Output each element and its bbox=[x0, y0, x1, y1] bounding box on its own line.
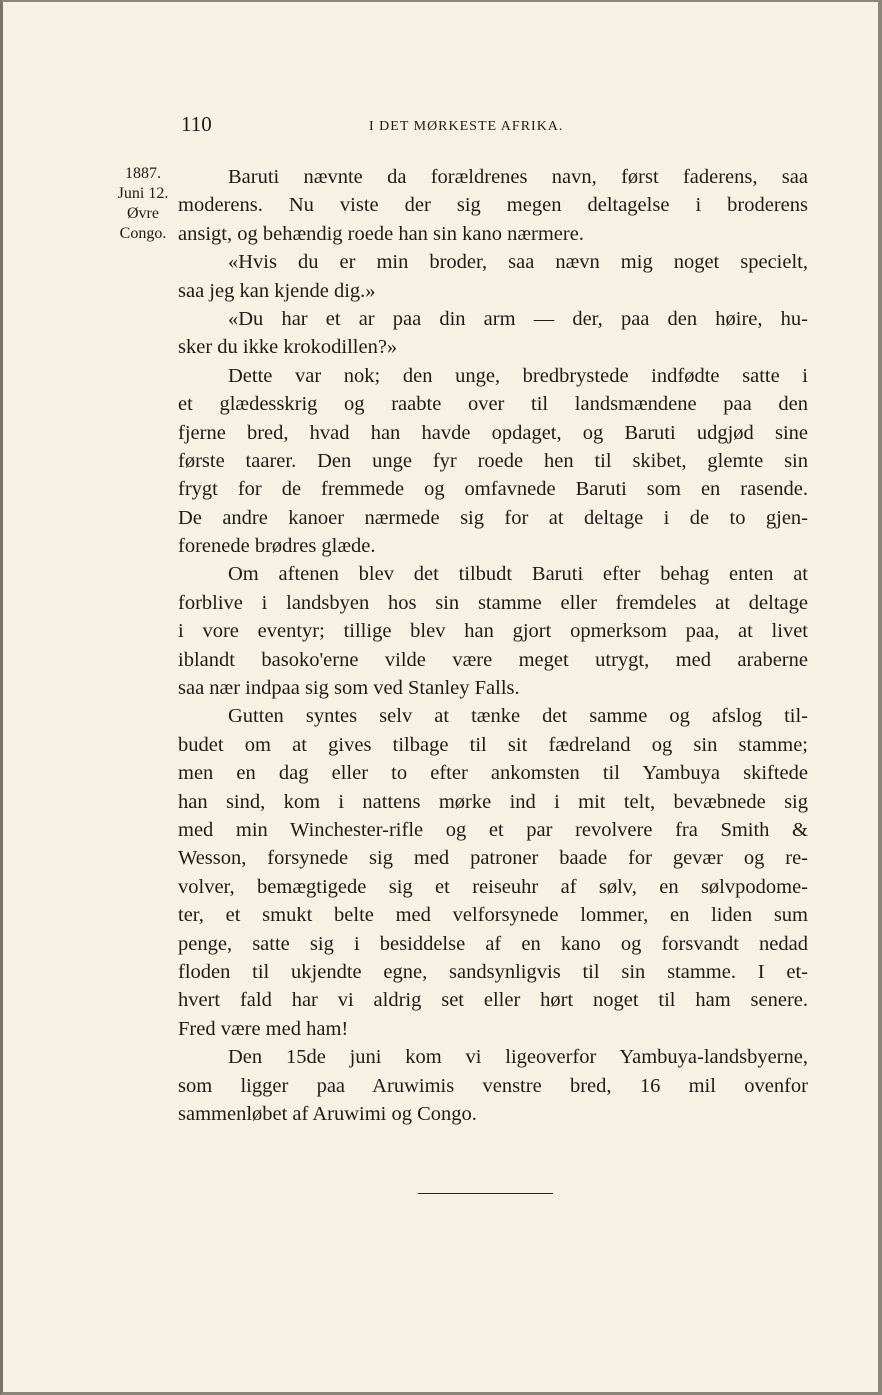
text-line: budet om at gives tilbage til sit fædreland og sin stamme; bbox=[178, 733, 808, 756]
closing-rule bbox=[418, 1193, 553, 1194]
page-number: 110 bbox=[181, 112, 212, 136]
running-title: I DET MØRKESTE AFRIKA. bbox=[369, 119, 564, 134]
text-line: forblive i landsbyen hos sin stamme eller fremdeles at deltage bbox=[178, 591, 808, 614]
text-line: i vore eventyr; tillige blev han gjort opmerksom paa, at livet bbox=[178, 620, 808, 643]
text-line: Gutten syntes selv at tænke det samme og afslog til- bbox=[228, 705, 808, 728]
text-line: floden til ukjendte egne, sandsynligvis til sin stamme. I et- bbox=[178, 960, 808, 983]
paragraph bbox=[178, 560, 808, 702]
text-line: med min Winchester-rifle og et par revolvere fra Smith & bbox=[178, 818, 808, 841]
text-line: «Hvis du er min broder, saa nævn mig noget specielt, bbox=[228, 251, 808, 274]
text-line: første taarer. Den unge fyr roede hen til skibet, glemte sin bbox=[178, 449, 808, 472]
text-line: volver, bemægtigede sig et reiseuhr af sølv, en sølvpodome- bbox=[178, 875, 808, 898]
text-line: frygt for de fremmede og omfavnede Baruti som en rasende. bbox=[178, 478, 808, 501]
text-line: et glædesskrig og raabte over til landsmændene paa den bbox=[178, 393, 808, 416]
paragraph bbox=[178, 1043, 808, 1128]
text-line: saa nær indpaa sig som ved Stanley Falls. bbox=[178, 677, 520, 700]
paragraph bbox=[178, 248, 808, 305]
margin-note-region: Øvre bbox=[127, 205, 159, 222]
paragraph bbox=[178, 305, 808, 362]
text-line: Dette var nok; den unge, bredbrystede indfødte satte i bbox=[228, 364, 808, 387]
margin-note bbox=[107, 164, 179, 244]
margin-note-date: Juni 12. bbox=[117, 185, 169, 202]
text-line: som ligger paa Aruwimis venstre bred, 16 mil ovenfor bbox=[178, 1074, 808, 1097]
margin-note-river: Congo. bbox=[119, 225, 167, 242]
text-line: De andre kanoer nærmede sig for at deltage i de to gjen- bbox=[178, 506, 808, 529]
paragraph bbox=[178, 362, 808, 561]
body-text bbox=[178, 163, 808, 1128]
text-line: iblandt basoko'erne vilde være meget utrygt, med araberne bbox=[178, 648, 808, 671]
paragraph bbox=[178, 163, 808, 248]
text-line: sker du ikke krokodillen?» bbox=[178, 336, 398, 359]
text-line: ansigt, og behændig roede han sin kano nærmere. bbox=[178, 222, 584, 245]
text-line: «Du har et ar paa din arm — der, paa den høire, hu- bbox=[228, 307, 808, 330]
text-line: han sind, kom i nattens mørke ind i mit telt, bevæbnede sig bbox=[178, 790, 808, 813]
text-line: penge, satte sig i besiddelse af en kano og forsvandt nedad bbox=[178, 932, 808, 955]
text-line: fjerne bred, hvad han havde opdaget, og Baruti udgjød sine bbox=[178, 421, 808, 444]
text-line: Baruti nævnte da forældrenes navn, først faderens, saa bbox=[228, 166, 808, 188]
text-line: Om aftenen blev det tilbudt Baruti efter behag enten at bbox=[228, 563, 808, 586]
text-line: men en dag eller to efter ankomsten til Yambuya skiftede bbox=[178, 762, 808, 785]
text-line: Wesson, forsynede sig med patroner baade for gevær og re- bbox=[178, 847, 808, 870]
text-line: moderens. Nu viste der sig megen deltagelse i broderens bbox=[178, 194, 808, 217]
page-header bbox=[181, 112, 801, 140]
margin-note-year: 1887. bbox=[125, 165, 161, 182]
paragraph bbox=[178, 702, 808, 1043]
text-line: Den 15de juni kom vi ligeoverfor Yambuya-landsbyerne, bbox=[228, 1046, 808, 1069]
text-line: saa jeg kan kjende dig.» bbox=[178, 279, 376, 302]
text-line: forenede brødres glæde. bbox=[178, 535, 376, 558]
text-line: Fred være med ham! bbox=[178, 1017, 349, 1040]
text-line: ter, et smukt belte med velforsynede lommer, en liden sum bbox=[178, 904, 808, 927]
text-line: sammenløbet af Aruwimi og Congo. bbox=[178, 1102, 477, 1125]
text-line: hvert fald har vi aldrig set eller hørt noget til ham senere. bbox=[178, 989, 808, 1012]
